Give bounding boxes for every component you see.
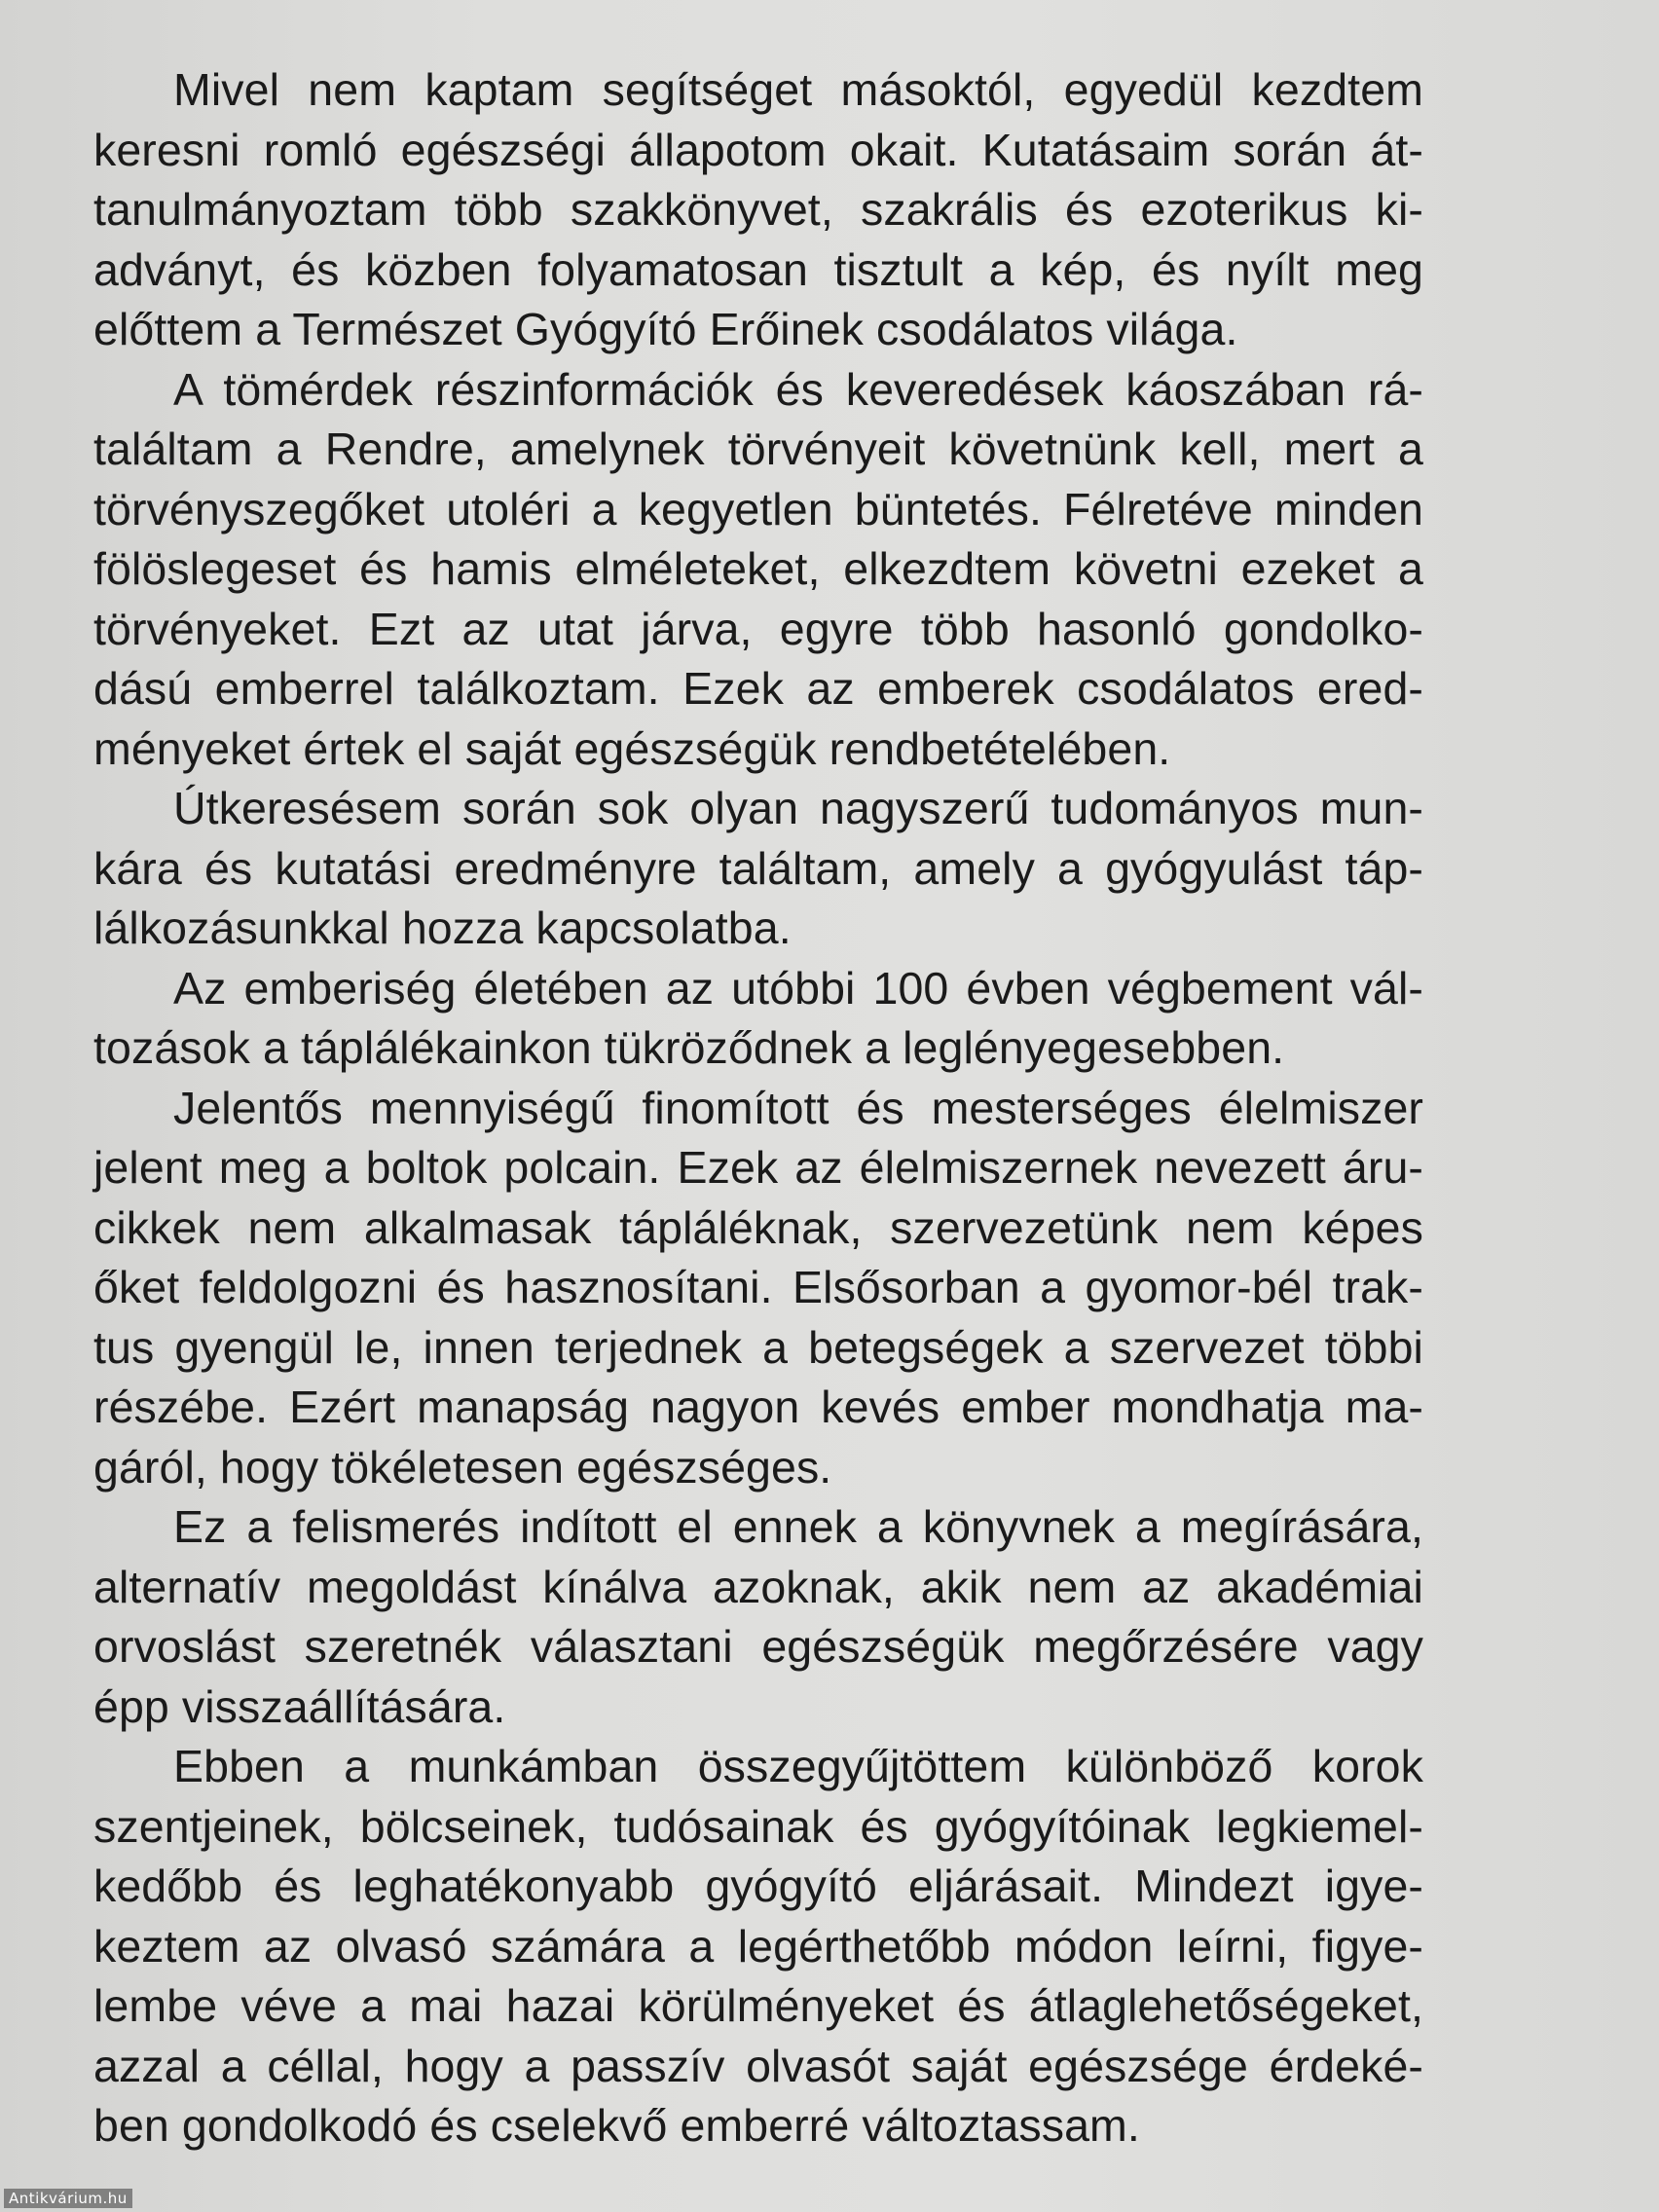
text-line: szentjeinek, bölcseinek, tudósainak és gyógyítóinak legkiemel- bbox=[93, 1800, 1423, 1852]
text-line: fölöslegeset és hamis elméleteket, elkezdtem követni ezeket a bbox=[93, 543, 1423, 594]
text-line: keztem az olvasó számára a legérthetőbb módon leírni, figye- bbox=[93, 1920, 1423, 1972]
text-line: épp visszaállítására. bbox=[93, 1680, 506, 1732]
paragraph-2 bbox=[93, 360, 1423, 780]
text-line: alternatív megoldást kínálva azoknak, akik nem az akadémiai bbox=[93, 1561, 1423, 1612]
text-line: részébe. Ezért manapság nagyon kevés ember mondhatja ma- bbox=[93, 1382, 1423, 1432]
paragraph-6 bbox=[93, 1497, 1423, 1737]
text-line: Mivel nem kaptam segítséget másoktól, egyedül kezdtem bbox=[173, 64, 1423, 115]
text-line: tozások a táplálékainkon tükröződnek a leglényegesebben. bbox=[93, 1022, 1285, 1073]
text-line: ményeket értek el saját egészségük rendbetételében. bbox=[93, 722, 1171, 774]
text-line: gáról, hogy tökéletesen egészséges. bbox=[93, 1441, 832, 1493]
watermark-label: Antikvárium.hu bbox=[4, 2189, 132, 2208]
text-line: Útkeresésem során sok olyan nagyszerű tudományos mun- bbox=[173, 783, 1423, 833]
text-line: előttem a Természet Gyógyító Erőinek csodálatos világa. bbox=[93, 304, 1238, 354]
text-line: tanulmányoztam több szakkönyvet, szakrális és ezoterikus ki- bbox=[93, 184, 1423, 235]
paragraph-7 bbox=[93, 1737, 1423, 2157]
text-line: lembe véve a mai hazai körülményeket és átlaglehetőségeket, bbox=[93, 1980, 1423, 2031]
paragraph-1 bbox=[93, 60, 1423, 360]
text-line: tus gyengül le, innen terjednek a betegségek a szervezet többi bbox=[93, 1321, 1423, 1373]
text-line: lálkozásunkkal hozza kapcsolatba. bbox=[93, 903, 792, 953]
text-line: adványt, és közben folyamatosan tisztult a kép, és nyílt meg bbox=[93, 243, 1423, 295]
paragraph-3 bbox=[93, 779, 1423, 959]
text-line: ben gondolkodó és cselekvő emberré változtassam. bbox=[93, 2100, 1140, 2151]
text-line: őket feldolgozni és hasznosítani. Elsősorban a gyomor-bél trak- bbox=[93, 1262, 1423, 1312]
text-line: találtam a Rendre, amelynek törvényeit követnünk kell, mert a bbox=[93, 424, 1423, 474]
text-line: Ebben a munkámban összegyűjtöttem különböző korok bbox=[173, 1741, 1423, 1791]
text-line: cikkek nem alkalmasak tápláléknak, szervezetünk nem képes bbox=[93, 1201, 1423, 1253]
text-line: jelent meg a boltok polcain. Ezek az élelmiszernek nevezett áru- bbox=[93, 1142, 1423, 1193]
text-line: törvényeket. Ezt az utat járva, egyre több hasonló gondolko- bbox=[93, 603, 1423, 654]
text-line: Az emberiség életében az utóbbi 100 évben végbement vál- bbox=[173, 962, 1423, 1014]
paragraph-4 bbox=[93, 959, 1423, 1079]
paragraph-5 bbox=[93, 1079, 1423, 1498]
text-line: Ez a felismerés indított el ennek a könyvnek a megírására, bbox=[173, 1501, 1423, 1552]
text-line: orvoslást szeretnék választani egészségük megőrzésére vagy bbox=[93, 1621, 1423, 1672]
text-line: törvényszegőket utoléri a kegyetlen büntetés. Félretéve minden bbox=[93, 483, 1423, 535]
text-line: keresni romló egészségi állapotom okait. Kutatásaim során át- bbox=[93, 124, 1423, 175]
text-line: kára és kutatási eredményre találtam, amely a gyógyulást táp- bbox=[93, 842, 1423, 894]
text-line: A tömérdek részinformációk és keveredések káoszában rá- bbox=[173, 363, 1423, 415]
text-line: kedőbb és leghatékonyabb gyógyító eljárásait. Mindezt igye- bbox=[93, 1861, 1423, 1911]
text-line: Jelentős mennyiségű finomított és mesterséges élelmiszer bbox=[173, 1082, 1423, 1133]
text-line: dású emberrel találkoztam. Ezek az emberek csodálatos ered- bbox=[93, 663, 1423, 714]
book-page bbox=[93, 60, 1423, 2157]
text-line: azzal a céllal, hogy a passzív olvasót saját egészsége érdeké- bbox=[93, 2040, 1423, 2091]
